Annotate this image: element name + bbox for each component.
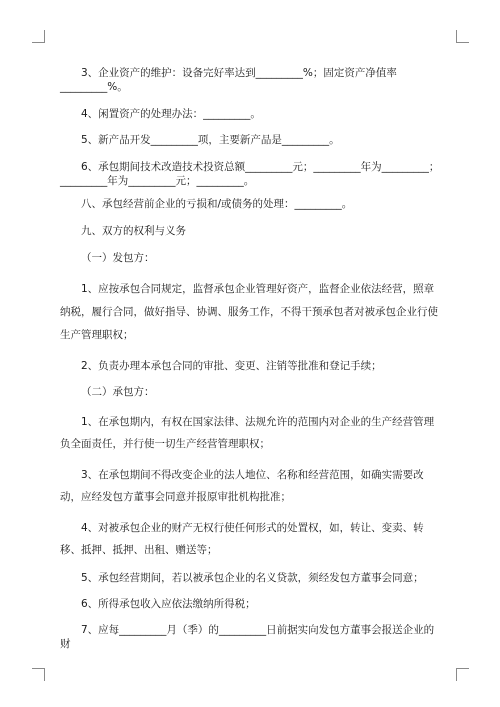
crop-mark-top-right: [456, 30, 469, 43]
paragraph-losses-debts: 八、承包经营前企业的亏损和/或债务的处理：_________。: [81, 198, 353, 210]
paragraph-asset-maintenance: 3、企业资产的维护：设备完好率达到_________%；固定资产净值率_________%。: [60, 67, 397, 93]
paragraph-tech-investment: 6、承包期间技术改造技术投资总额_________元；_________年为_________；_________年为_________元；_________。: [60, 161, 440, 187]
paragraph-idle-assets: 4、闲置资产的处理办法：_________。: [81, 108, 261, 120]
subheading-contractee: （二）承包方：: [81, 386, 155, 398]
paragraph-contractee-duty-5: 5、承包经营期间，若以被承包企业的名义贷款，须经发包方董事会同意；: [81, 572, 424, 584]
paragraph-new-products: 5、新产品开发_________项，主要新产品是_________。: [81, 134, 340, 146]
paragraph-contractor-duty-2: 2、负责办理本承包合同的审批、变更、注销等批准和登记手续；: [81, 360, 382, 372]
paragraph-contractee-duty-3: 3、在承包期间不得改变企业的法人地位、名称和经营范围，如确实需要改动，应经发包方董事会同意并报原审批机构批准；: [60, 469, 424, 503]
crop-mark-bottom-left: [32, 668, 45, 681]
subheading-contractor: （一）发包方：: [81, 252, 155, 264]
paragraph-contractee-right-1: 1、在承包期内，有权在国家法律、法规允许的范围内对企业的生产经营管理负全面责任，并行使一切生产经营管理职权；: [60, 416, 435, 450]
section-heading-rights-obligations: 九、双方的权利与义务: [81, 225, 186, 237]
crop-mark-bottom-right: [456, 668, 469, 681]
paragraph-contractee-duty-7: 7、应每_________月（季）的_________日前据实向发包方董事会报送企业的财: [60, 624, 435, 650]
document-body: [60, 66, 440, 651]
paragraph-contractee-duty-4: 4、对被承包企业的财产无权行使任何形式的处置权，如，转让、变卖、转移、抵押、抵押、出租、赠送等；: [60, 522, 424, 556]
paragraph-contractee-duty-6: 6、所得承包收入应依法缴纳所得税；: [81, 598, 256, 610]
crop-mark-top-left: [32, 30, 45, 43]
paragraph-contractor-duty-1: 1、应按承包合同规定，监督承包企业管理好资产，监督企业依法经营，照章纳税，履行合同，做好指导、协调、服务工作，不得干预承包者对被承包企业行使生产管理职权；: [60, 283, 438, 341]
